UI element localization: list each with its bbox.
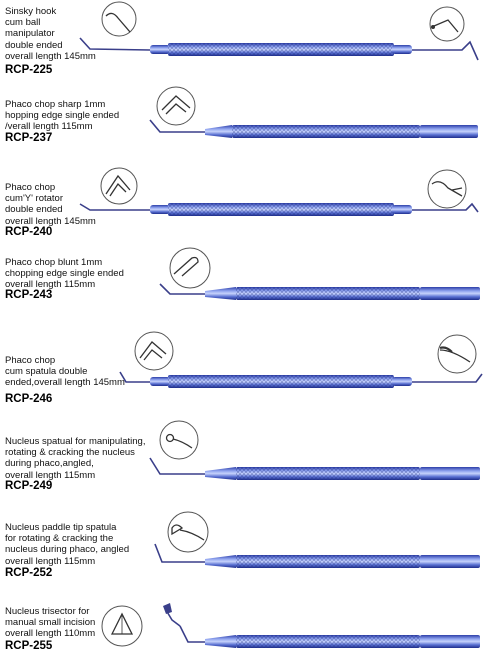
instrument-rcp-249 [0,414,490,498]
instrument-code: RCP-225 [5,64,53,76]
chopper-tip-icon [101,168,137,204]
instrument-code: RCP-249 [5,480,53,492]
instrument-description: Phaco chop blunt 1mm chopping edge single ended overall length 115mm [5,257,124,291]
sinsky-hook-tip-icon [102,2,136,36]
instrument-drawing [0,498,490,584]
instrument-code: RCP-252 [5,567,53,579]
spatula-tip-icon [438,335,476,373]
nucleus-spatula-tip-icon [160,421,198,459]
instrument-drawing [0,242,490,324]
chopper-tip-icon [135,332,173,370]
instrument-drawing [0,160,490,242]
paddle-tip-icon [168,512,208,552]
instrument-description: Nucleus paddle tip spatula for rotating & cracking the nucleus during phaco, angled overall length 115mm [5,522,130,567]
instrument-description: Nucleus spatual for manipulating, rotating & cracking the nucleus during phaco,angled, overall length 115mm [5,436,146,481]
instrument-rcp-240 [0,160,490,242]
instrument-drawing [0,584,490,659]
instrument-drawing [0,324,490,414]
instrument-rcp-255 [0,584,490,659]
instrument-drawing [0,414,490,498]
ball-manipulator-tip-icon [430,7,464,41]
instrument-code: RCP-240 [5,226,53,238]
trisector-tip-icon [102,606,142,646]
blunt-chopper-tip-icon [170,248,210,288]
instrument-drawing [0,0,490,82]
instrument-description: Nucleus trisector for manual small incision overall length 110mm [5,606,96,640]
y-rotator-tip-icon [428,170,466,208]
sharp-chopper-tip-icon [157,87,195,125]
instrument-rcp-237 [0,82,490,160]
instrument-description: Phaco chop sharp 1mm hopping edge single ended /verall length 115mm [5,99,120,133]
instrument-rcp-225 [0,0,490,82]
instrument-description: Phaco chop cum'Y' rotator double ended overall length 145mm [5,182,96,227]
instrument-code: RCP-237 [5,132,53,144]
instrument-rcp-243 [0,242,490,324]
instrument-code: RCP-243 [5,289,53,301]
instrument-rcp-252 [0,498,490,584]
instrument-rcp-246 [0,324,490,414]
instrument-code: RCP-255 [5,640,53,652]
instrument-code: RCP-246 [5,393,53,405]
instrument-description: Phaco chop cum spatula double ended,overall length 145mm [5,355,125,389]
instrument-description: Sinsky hook cum ball manipulator double ended overall length 145mm [5,6,96,62]
instrument-drawing [0,82,490,160]
